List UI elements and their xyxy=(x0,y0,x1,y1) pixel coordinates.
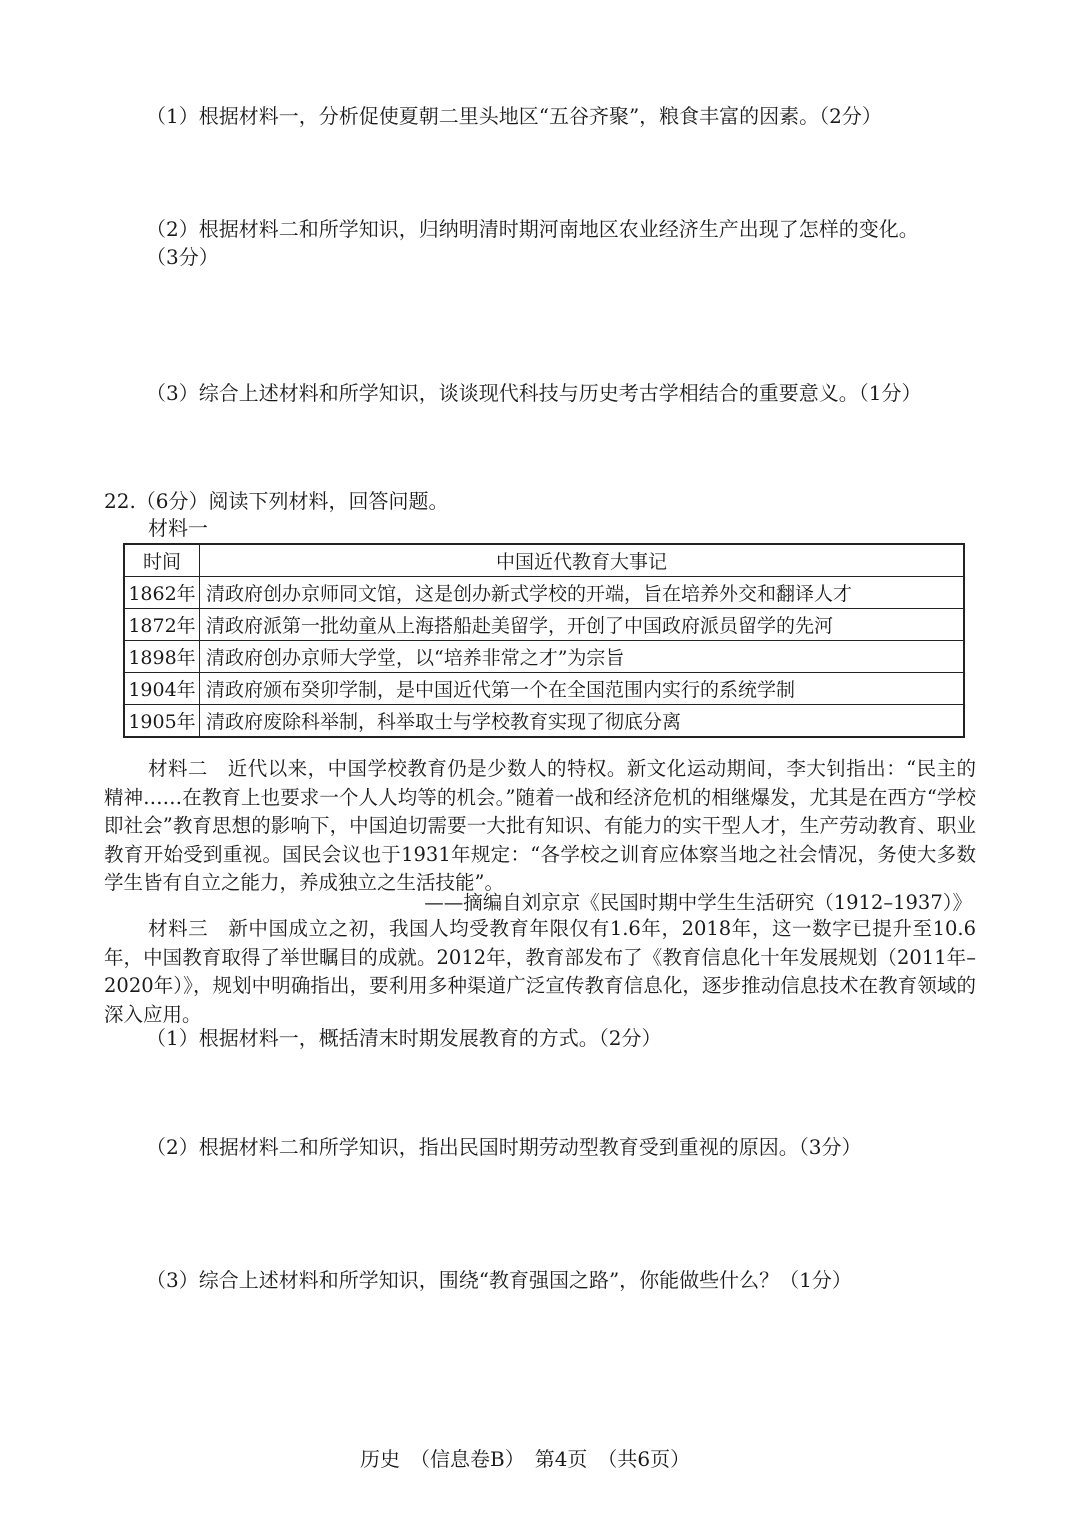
row-year: 1904年 xyxy=(124,673,200,705)
table-row xyxy=(124,609,964,641)
table-header-row xyxy=(124,544,964,577)
question-22-1: （1）根据材料一，概括清末时期发展教育的方式。（2分） xyxy=(146,1026,662,1050)
header-events: 中国近代教育大事记 xyxy=(200,544,965,577)
row-event: 清政府派第一批幼童从上海搭船赴美留学，开创了中国政府派员留学的先河 xyxy=(200,609,965,641)
table-row xyxy=(124,673,964,705)
row-year: 1898年 xyxy=(124,641,200,673)
header-time: 时间 xyxy=(124,544,200,577)
material-3-text: 材料三 新中国成立之初，我国人均受教育年限仅有1.6年，2018年，这一数字已提升至10.6年，中国教育取得了举世瞩目的成就。2012年，教育部发布了《教育信息化十年发展规划（2011年–2020年）》，规划中明确指出，要利用多种渠道广泛宣传教育信息化，逐步推动信息技术在教育领域的深入应用。 xyxy=(104,917,976,1026)
material-1-label: 材料一 xyxy=(148,516,208,540)
page-footer: 历史 （信息卷B） 第4页 （共6页） xyxy=(360,1447,691,1471)
row-year: 1862年 xyxy=(124,577,200,609)
row-event: 清政府废除科举制，科举取士与学校教育实现了彻底分离 xyxy=(200,705,965,738)
row-year: 1905年 xyxy=(124,705,200,738)
question-21-2-line1: （2）根据材料二和所学知识，归纳明清时期河南地区农业经济生产出现了怎样的变化。 xyxy=(146,217,919,241)
row-event: 清政府创办京师同文馆，这是创办新式学校的开端，旨在培养外交和翻译人才 xyxy=(200,577,965,609)
question-21-3: （3）综合上述材料和所学知识，谈谈现代科技与历史考古学相结合的重要意义。（1分） xyxy=(146,381,922,405)
row-event: 清政府创办京师大学堂，以“培养非常之才”为宗旨 xyxy=(200,641,965,673)
material-2-source: ——摘编自刘京京《民国时期中学生生活研究（1912–1937）》 xyxy=(424,891,972,914)
question-22-3: （3）综合上述材料和所学知识，围绕“教育强国之路”，你能做些什么？（1分） xyxy=(146,1268,852,1292)
education-events-table xyxy=(123,543,965,738)
question-22-heading: 22.（6分）阅读下列材料，回答问题。 xyxy=(104,489,449,513)
table-row xyxy=(124,705,964,738)
material-2-text: 材料二 近代以来，中国学校教育仍是少数人的特权。新文化运动期间，李大钊指出：“民主的精神……在教育上也要求一个人人均等的机会。”随着一战和经济危机的相继爆发，尤其是在西方“学校即社会”教育思想的影响下，中国迫切需要一大批有知识、有能力的实干型人才，生产劳动教育、职业教育开始受到重视。国民会议也于1931年规定：“各学校之训育应体察当地之社会情况，务使大多数学生皆有自立之能力，养成独立之生活技能”。 xyxy=(104,757,976,894)
question-21-2-line2: （3分） xyxy=(146,245,219,269)
table-row xyxy=(124,641,964,673)
row-event: 清政府颁布癸卯学制，是中国近代第一个在全国范围内实行的系统学制 xyxy=(200,673,965,705)
row-year: 1872年 xyxy=(124,609,200,641)
question-21-1: （1）根据材料一，分析促使夏朝二里头地区“五谷齐聚”，粮食丰富的因素。（2分） xyxy=(146,104,882,128)
table-row xyxy=(124,577,964,609)
question-22-2: （2）根据材料二和所学知识，指出民国时期劳动型教育受到重视的原因。（3分） xyxy=(146,1135,862,1159)
